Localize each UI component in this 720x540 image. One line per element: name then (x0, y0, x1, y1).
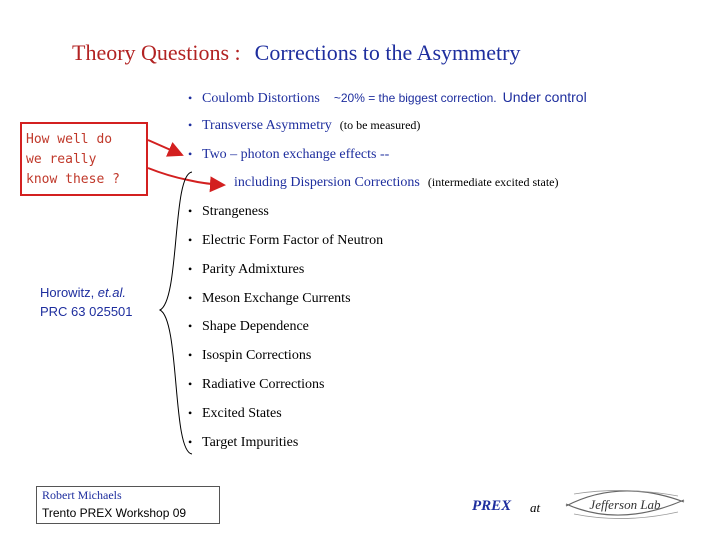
bullet-meson: • Meson Exchange Currents (188, 291, 351, 306)
footer-prex: PREX (472, 498, 512, 514)
footer-author: Robert Michaels (42, 488, 122, 502)
bullet-transverse: • Transverse Asymmetry (to be measured) (188, 118, 421, 133)
bullet-text: Transverse Asymmetry (202, 118, 332, 133)
bullet-neutron-ff: • Electric Form Factor of Neutron (188, 233, 384, 248)
bullet-note: ~20% = the biggest correction. (333, 91, 497, 105)
title-part2: Corrections to the Asymmetry (254, 40, 521, 65)
arrow-to-dispersion (148, 168, 224, 185)
bullet-text: Coulomb Distortions (202, 91, 320, 106)
footer-at: at (530, 500, 541, 515)
bullet-text: Electric Form Factor of Neutron (202, 233, 384, 248)
bullet-text: Excited States (202, 406, 282, 421)
bullet-text: Two – photon exchange effects -- (202, 147, 390, 162)
bullet-text: Meson Exchange Currents (202, 291, 351, 306)
bullet-radiative: • Radiative Corrections (188, 377, 325, 392)
bullet-text: Shape Dependence (202, 319, 309, 334)
bullet-shape: • Shape Dependence (188, 319, 309, 334)
bullet-text: Strangeness (202, 204, 269, 219)
bullet-strangeness: • Strangeness (188, 204, 269, 219)
arrow-to-two-photon (148, 140, 182, 155)
reference-journal: PRC 63 025501 (40, 304, 133, 319)
bullet-text: Isospin Corrections (202, 348, 312, 363)
bullet-parity: • Parity Admixtures (188, 262, 305, 277)
bullet-small: (to be measured) (339, 118, 421, 132)
question-line: know these ? (26, 172, 120, 187)
bullet-text: Target Impurities (202, 435, 299, 450)
bullet-isospin: • Isospin Corrections (188, 348, 312, 363)
bullet-note2: Under control (502, 89, 587, 105)
bullet-coulomb: • Coulomb Distortions ~20% = the biggest correction. Under control (188, 89, 587, 106)
bullet-text: Radiative Corrections (202, 377, 325, 392)
title-part1: Theory Questions : (72, 40, 241, 65)
brace-icon (160, 172, 192, 454)
logo-text: Jefferson Lab (589, 497, 661, 512)
bullet-impurities: • Target Impurities (188, 435, 299, 450)
footer-workshop: Trento PREX Workshop 09 (42, 506, 187, 520)
logo-icon (560, 484, 690, 524)
bullet-text: Parity Admixtures (202, 262, 305, 277)
jefferson-lab-logo (560, 484, 690, 528)
reference-etal: et.al. (97, 285, 126, 300)
reference-author: Horowitz, (40, 285, 98, 300)
bullet-two-photon: • Two – photon exchange effects -- (188, 147, 390, 162)
bullet-text: including Dispersion Corrections (234, 175, 420, 190)
question-line: we really (26, 152, 97, 167)
bullet-excited: • Excited States (188, 406, 282, 421)
bullet-small: (intermediate excited state) (427, 175, 559, 189)
question-line: How well do (26, 132, 113, 147)
